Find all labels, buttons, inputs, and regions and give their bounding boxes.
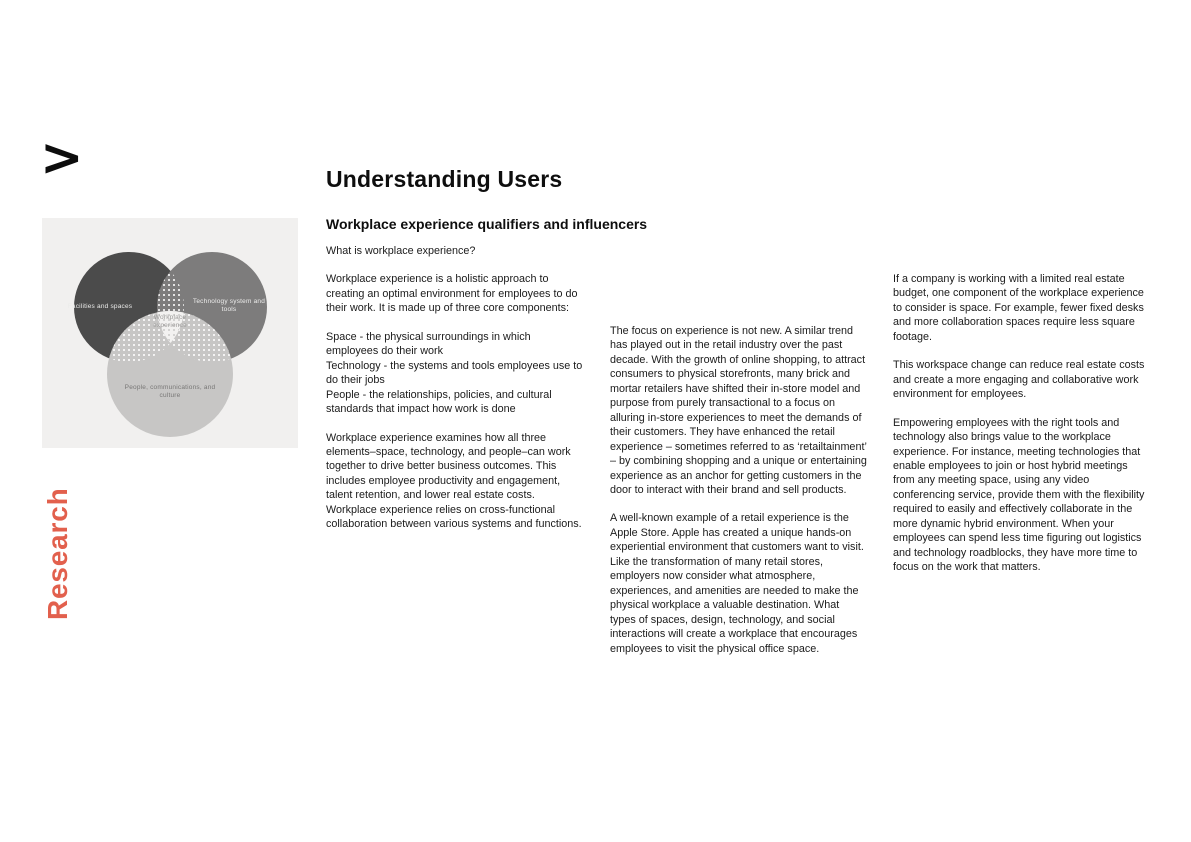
venn-label-people: People, communications, and culture [124, 384, 216, 400]
paragraph: This workspace change can reduce real estate costs and create a more engaging and collaborative work environment for employees. [893, 359, 1145, 401]
chevron-arrow-glyph: > [40, 128, 84, 188]
paragraph: Workplace experience is a holistic approach to creating an optimal environment for employees to do their work. It is made up of three core components: [326, 273, 578, 315]
paragraph: Workplace experience examines how all three elements–space, technology, and people–can work together to drive better business outcomes. This includes employee productivity and engagement, talent retention, and lower real estate costs. Workplace experience relies on cross-functional collaboration between various systems and functions. [326, 431, 582, 531]
section-subtitle: Workplace experience qualifiers and influencers [326, 216, 648, 232]
paragraph: The focus on experience is not new. A similar trend has played out in the retail industry over the past decade. With the growth of online shopping, to attract consumers to physical storefronts, many brick and mortar retailers have shifted their in-store model and purpose from purely transactional to a focus on alluring in-store experiences to meet the demands of their customers. They have enhanced the retail experience – sometimes referred to as ‘retailtainment’ – by combining shopping and a unique or entertaining experience as an anchor for getting customers in the door to interact with their brand and sell products. [610, 325, 867, 496]
list-item-space: Space - the physical surroundings in which employees do their work [326, 330, 531, 358]
venn-label-technology: Technology system and tools [192, 298, 266, 314]
venn-label-facilities: Facilities and spaces [67, 303, 133, 310]
venn-diagram-panel [42, 218, 298, 448]
list-item-people: People - the relationships, policies, and cultural standards that impact how work is done [326, 388, 552, 416]
paragraph-intro: What is workplace experience? [326, 245, 476, 257]
page-title: Understanding Users [326, 166, 563, 192]
list-item-technology: Technology - the systems and tools employees use to do their jobs [326, 359, 583, 387]
text-column-3 [893, 272, 1149, 589]
component-list [326, 330, 584, 417]
paragraph: A well-known example of a retail experience is the Apple Store. Apple has created a unique hands-on experiential environment that customers want to visit. Like the transformation of many retail stores, employers now consider what atmosphere, experiences, and amenities are needed to make the physical workplace a valuable destination. What types of spaces, design, technology, and social interactions will create a workplace that encourages employees to visit the physical office space. [610, 512, 864, 655]
venn-label-center: Workplace experience [153, 314, 187, 330]
text-column-2 [610, 324, 868, 670]
text-column-1 [326, 244, 584, 546]
paragraph: If a company is working with a limited real estate budget, one component of the workplace experience to consider is space. For example, fewer fixed desks and more collaboration spaces require less square footage. [893, 273, 1144, 343]
venn-diagram [42, 218, 298, 448]
paragraph: Empowering employees with the right tools and technology also brings value to the workplace experience. For instance, meeting technologies that enable employees to join or host hybrid meetings from any meeting space, using any video conferencing service, provide them with the flexibility required to easily and effectively collaborate in the more dynamic hybrid environment. When your employees can spend less time figuring out logistics and technology roadblocks, they have more time to focus on the work that matters. [893, 416, 1145, 574]
section-label-research: Research [42, 487, 73, 620]
